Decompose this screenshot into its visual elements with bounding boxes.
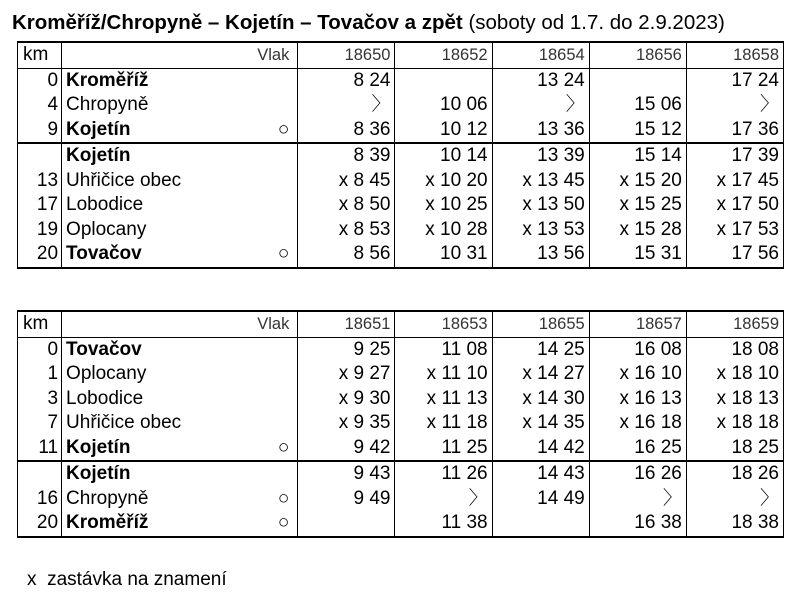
timetable-row [18,143,784,169]
row-km: 0 [18,68,62,93]
departure-time: 13 56 [492,242,589,268]
departure-time: 9 43 [298,461,395,487]
station-mark [236,218,298,243]
departure-time: 8 24 [298,68,395,93]
station-mark [236,362,298,387]
station-name: Tovačov [62,337,236,362]
row-km: 7 [18,411,62,436]
station-mark [236,337,298,362]
departure-time: 13 24 [492,68,589,93]
departure-time: x 17 50 [686,193,783,218]
station-name: Oplocany [62,362,236,387]
timetable-outbound [17,41,784,269]
departure-time: 10 06 [395,93,492,118]
departure-time: x 18 10 [686,362,783,387]
departure-time: 18 38 [686,511,783,537]
timetable-row [18,193,784,218]
header-train-label: Vlak [236,42,298,68]
departure-time: 15 14 [589,143,686,169]
row-km: 1 [18,362,62,387]
header-station-spacer [62,311,236,337]
departure-time: 〉 [395,487,492,512]
station-mark [236,143,298,169]
departure-time: x 16 13 [589,387,686,412]
station-name: Oplocany [62,218,236,243]
departure-time [298,511,395,537]
timetable-row [18,387,784,412]
timetable-row [18,461,784,487]
timetable-row [18,337,784,362]
station-name: Chropyně [62,487,236,512]
title-route: Kroměříž/Chropyně – Kojetín – Tovačov a zpět [12,11,463,34]
train-number: 18657 [589,311,686,337]
departure-time: x 14 27 [492,362,589,387]
departure-time: 13 39 [492,143,589,169]
row-km: 16 [18,487,62,512]
departure-time: x 13 53 [492,218,589,243]
departure-time: 16 26 [589,461,686,487]
departure-time: 18 08 [686,337,783,362]
departure-time: 16 08 [589,337,686,362]
departure-time: 8 56 [298,242,395,268]
header-km: km [18,42,62,68]
departure-time: 〉 [492,93,589,118]
departure-time: 9 49 [298,487,395,512]
station-mark [236,169,298,194]
departure-time [395,68,492,93]
row-km: 20 [18,242,62,268]
departure-time: 15 31 [589,242,686,268]
departure-time [492,511,589,537]
station-mark: ○ [236,511,298,537]
station-name: Kojetín [62,143,236,169]
departure-time: 〉 [686,487,783,512]
departure-time: 〉 [298,93,395,118]
timetable-row [18,411,784,436]
departure-time: x 11 18 [395,411,492,436]
row-km [18,143,62,169]
header-train-label: Vlak [236,311,298,337]
timetable-row [18,242,784,268]
departure-time: 18 25 [686,436,783,462]
departure-time: 11 08 [395,337,492,362]
departure-time: 11 25 [395,436,492,462]
train-number: 18654 [492,42,589,68]
departure-time: x 15 20 [589,169,686,194]
departure-time [589,68,686,93]
timetable-return [17,310,784,538]
departure-time: 15 06 [589,93,686,118]
station-name: Kroměříž [62,511,236,537]
departure-time: 14 42 [492,436,589,462]
row-km: 0 [18,337,62,362]
station-mark [236,93,298,118]
timetable-row [18,118,784,144]
row-km: 11 [18,436,62,462]
station-mark [236,461,298,487]
departure-time: x 14 35 [492,411,589,436]
departure-time: x 10 28 [395,218,492,243]
departure-time: x 15 25 [589,193,686,218]
station-mark: ○ [236,487,298,512]
station-name: Tovačov [62,242,236,268]
departure-time: 13 36 [492,118,589,144]
departure-time: 8 39 [298,143,395,169]
station-name: Kojetín [62,118,236,144]
row-km: 17 [18,193,62,218]
station-mark: ○ [236,242,298,268]
timetable-row [18,487,784,512]
departure-time: x 16 18 [589,411,686,436]
row-km: 19 [18,218,62,243]
departure-time: 14 43 [492,461,589,487]
station-mark: ○ [236,436,298,462]
departure-time: 9 25 [298,337,395,362]
departure-time: 11 38 [395,511,492,537]
train-number: 18652 [395,42,492,68]
departure-time: 14 49 [492,487,589,512]
departure-time: x 8 45 [298,169,395,194]
departure-time: x 10 20 [395,169,492,194]
header-row [18,311,784,337]
station-name: Kroměříž [62,68,236,93]
row-km: 9 [18,118,62,144]
departure-time: x 15 28 [589,218,686,243]
header-row [18,42,784,68]
station-mark [236,387,298,412]
timetable-row [18,68,784,93]
departure-time: 11 26 [395,461,492,487]
header-km: km [18,311,62,337]
footnote [27,567,227,593]
departure-time: x 17 45 [686,169,783,194]
departure-time: x 9 27 [298,362,395,387]
departure-time: 9 42 [298,436,395,462]
departure-time: x 13 50 [492,193,589,218]
row-km: 13 [18,169,62,194]
departure-time: x 9 30 [298,387,395,412]
train-number: 18650 [298,42,395,68]
timetable-row [18,511,784,537]
departure-time: 10 12 [395,118,492,144]
departure-time: x 18 18 [686,411,783,436]
departure-time: 15 12 [589,118,686,144]
train-number: 18651 [298,311,395,337]
train-number: 18659 [686,311,783,337]
departure-time: 17 36 [686,118,783,144]
timetable-title [12,6,725,40]
departure-time: 8 36 [298,118,395,144]
row-km [18,461,62,487]
departure-time: x 16 10 [589,362,686,387]
station-name: Chropyně [62,93,236,118]
departure-time: 16 38 [589,511,686,537]
departure-time: x 13 45 [492,169,589,194]
departure-time: 〉 [589,487,686,512]
station-name: Uhřičice obec [62,411,236,436]
station-name: Uhřičice obec [62,169,236,194]
header-station-spacer [62,42,236,68]
footnote-symbol: x [27,569,37,590]
departure-time: 17 24 [686,68,783,93]
departure-time: 10 14 [395,143,492,169]
train-number: 18655 [492,311,589,337]
departure-time: x 17 53 [686,218,783,243]
footnote-text: zastávka na znamení [47,569,227,590]
row-km: 3 [18,387,62,412]
row-km: 4 [18,93,62,118]
station-name: Kojetín [62,436,236,462]
timetable-row [18,93,784,118]
departure-time: 16 25 [589,436,686,462]
row-km: 20 [18,511,62,537]
train-number: 18656 [589,42,686,68]
departure-time: x 14 30 [492,387,589,412]
station-name: Lobodice [62,193,236,218]
departure-time: 〉 [686,93,783,118]
departure-time: x 9 35 [298,411,395,436]
departure-time: 10 31 [395,242,492,268]
station-mark [236,193,298,218]
train-number: 18653 [395,311,492,337]
departure-time: x 8 53 [298,218,395,243]
timetable-row [18,362,784,387]
title-validity: (soboty od 1.7. do 2.9.2023) [468,11,725,34]
timetable-row [18,436,784,462]
station-mark [236,68,298,93]
departure-time: x 18 13 [686,387,783,412]
departure-time: x 10 25 [395,193,492,218]
station-mark: ○ [236,118,298,144]
station-mark [236,411,298,436]
departure-time: x 11 13 [395,387,492,412]
departure-time: 17 56 [686,242,783,268]
departure-time: x 11 10 [395,362,492,387]
departure-time: x 8 50 [298,193,395,218]
train-number: 18658 [686,42,783,68]
timetable-row [18,218,784,243]
departure-time: 18 26 [686,461,783,487]
station-name: Kojetín [62,461,236,487]
timetable-row [18,169,784,194]
departure-time: 14 25 [492,337,589,362]
station-name: Lobodice [62,387,236,412]
departure-time: 17 39 [686,143,783,169]
